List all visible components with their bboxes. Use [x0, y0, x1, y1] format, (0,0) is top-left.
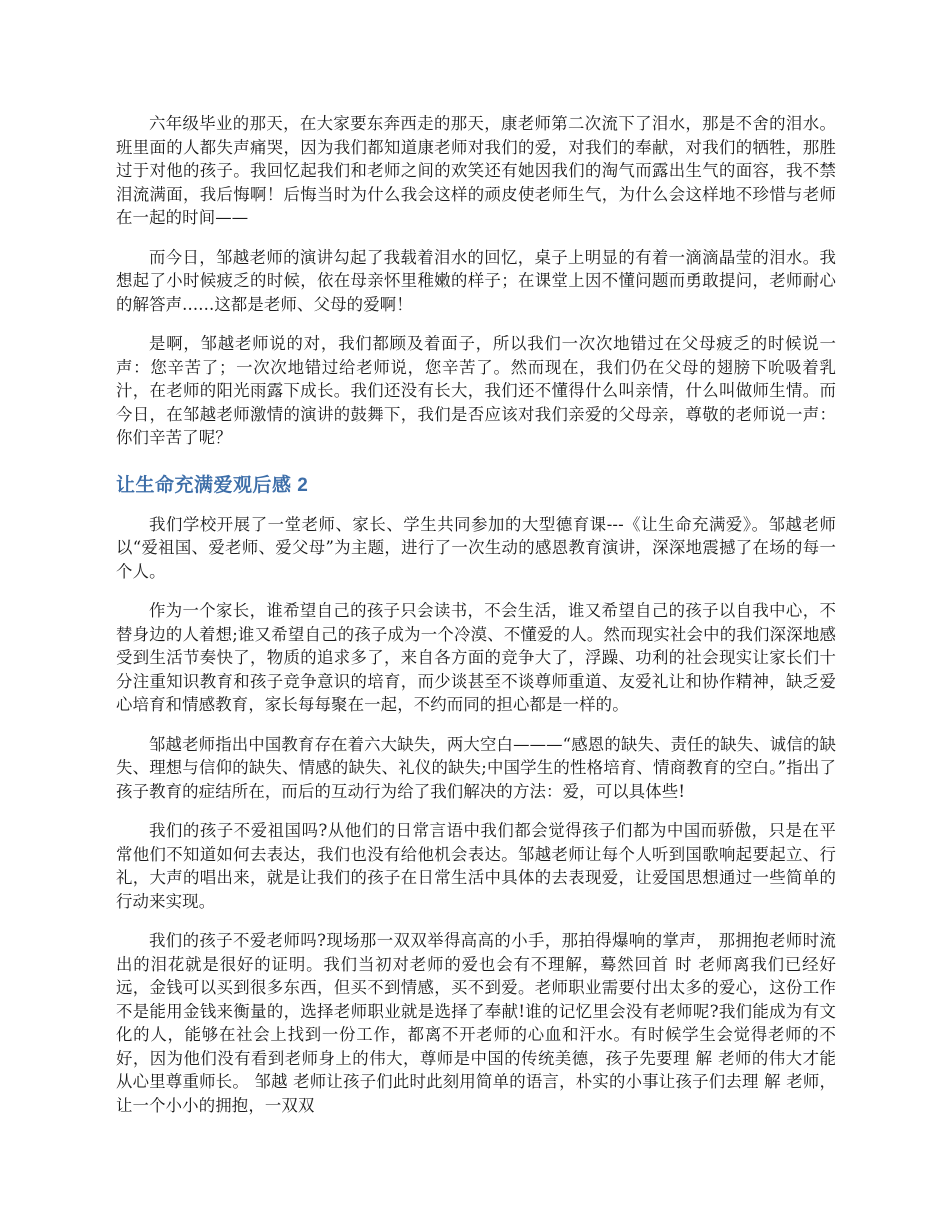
- paragraph: 而今日，邹越老师的演讲勾起了我载着泪水的回忆，桌子上明显的有着一滴滴晶莹的泪水。我想起了小时候疲乏的时候，依在母亲怀里稚嫩的样子；在课堂上因不懂问题而勇敢提问，老师耐心的解答声......这都是老师、父母的爱啊！: [116, 247, 836, 314]
- paragraph: 我们学校开展了一堂老师、家长、学生共同参加的大型德育课---《让生命充满爱》。邹越老师以“爱祖国、爱老师、爱父母”为主题，进行了一次生动的感恩教育演讲，深深地震撼了在场的每一个人。: [116, 514, 836, 581]
- paragraph: 作为一个家长，谁希望自己的孩子只会读书，不会生活，谁又希望自己的孩子以自我中心，不替身边的人着想;谁又希望自己的孩子成为一个冷漠、不懂爱的人。然而现实社会中的我们深深地感受到生活节奏快了，物质的追求多了，来自各方面的竞争大了，浮躁、功利的社会现实让家长们十分注重知识教育和孩子竞争意识的培育，而少谈甚至不谈尊师重道、友爱礼让和协作精神，缺乏爱心培育和情感教育，家长每每聚在一起，不约而同的担心都是一样的。: [116, 601, 836, 714]
- paragraph: 是啊，邹越老师说的对，我们都顾及着面子，所以我们一次次地错过在父母疲乏的时候说一声：您辛苦了；一次次地错过给老师说，您辛苦了。然而现在，我们仍在父母的翅膀下吮吸着乳汁，在老师的阳光雨露下成长。我们还没有长大，我们还不懂得什么叫亲情，什么叫做师生情。而今日，在邹越老师激情的演讲的鼓舞下，我们是否应该对我们亲爱的父母亲，尊敬的老师说一声：你们辛苦了呢？: [116, 334, 836, 447]
- paragraph: 我们的孩子不爱祖国吗?从他们的日常言语中我们都会觉得孩子们都为中国而骄傲，只是在平常他们不知道如何去表达，我们也没有给他机会表达。邹越老师让每个人听到国歌响起要起立、行礼，大声的唱出来，就是让我们的孩子在日常生活中具体的去表现爱，让爱国思想通过一些简单的行动来实现。: [116, 821, 836, 911]
- section-heading: 让生命充满爱观后感 2: [116, 474, 309, 496]
- paragraph: 六年级毕业的那天，在大家要东奔西走的那天，康老师第二次流下了泪水，那是不舍的泪水。班里面的人都失声痛哭，因为我们都知道康老师对我们的爱，对我们的奉献，对我们的牺牲，那胜过于对他的孩子。我回忆起我们和老师之间的欢笑还有她因我们的淘气而露出生气的面容，我不禁泪流满面，我后悔啊！后悔当时为什么我会这样的顽皮使老师生气，为什么会这样地不珍惜与老师在一起的时间——: [116, 114, 836, 227]
- paragraph: 我们的孩子不爱老师吗?现场那一双双举得高高的小手，那拍得爆响的掌声， 那拥抱老师时流出的泪花就是很好的证明。我们当初对老师的爱也会有不理解，蓦然回首 时 老师离我们已经好远，金钱可以买到很多东西，但买不到情感，买不到爱。老师职业需要付出太多的爱心，这份工作不是能用金钱来衡量的，选择老师职业就是选择了奉献!谁的记忆里会没有老师呢?我们能成为有文化的人，能够在社会上找到一份工作，都离不开老师的心血和汗水。有时候学生会觉得老师的不好，因为他们没有看到老师身上的伟大，尊师是中国的传统美德，孩子先要理 解 老师的伟大才能从心里尊重师长。 邹越 老师让孩子们此时此刻用简单的语言，朴实的小事让孩子们去理 解 老师，让一个小小的拥抱，一双双: [116, 931, 836, 1115]
- paragraph: 邹越老师指出中国教育存在着六大缺失，两大空白———“感恩的缺失、责任的缺失、诚信的缺失、理想与信仰的缺失、情感的缺失、礼仪的缺失;中国学生的性格培育、情商教育的空白。”指出了孩子教育的症结所在，而后的互动行为给了我们解决的方法：爱，可以具体些!: [116, 734, 836, 801]
- document-page: [116, 112, 836, 1133]
